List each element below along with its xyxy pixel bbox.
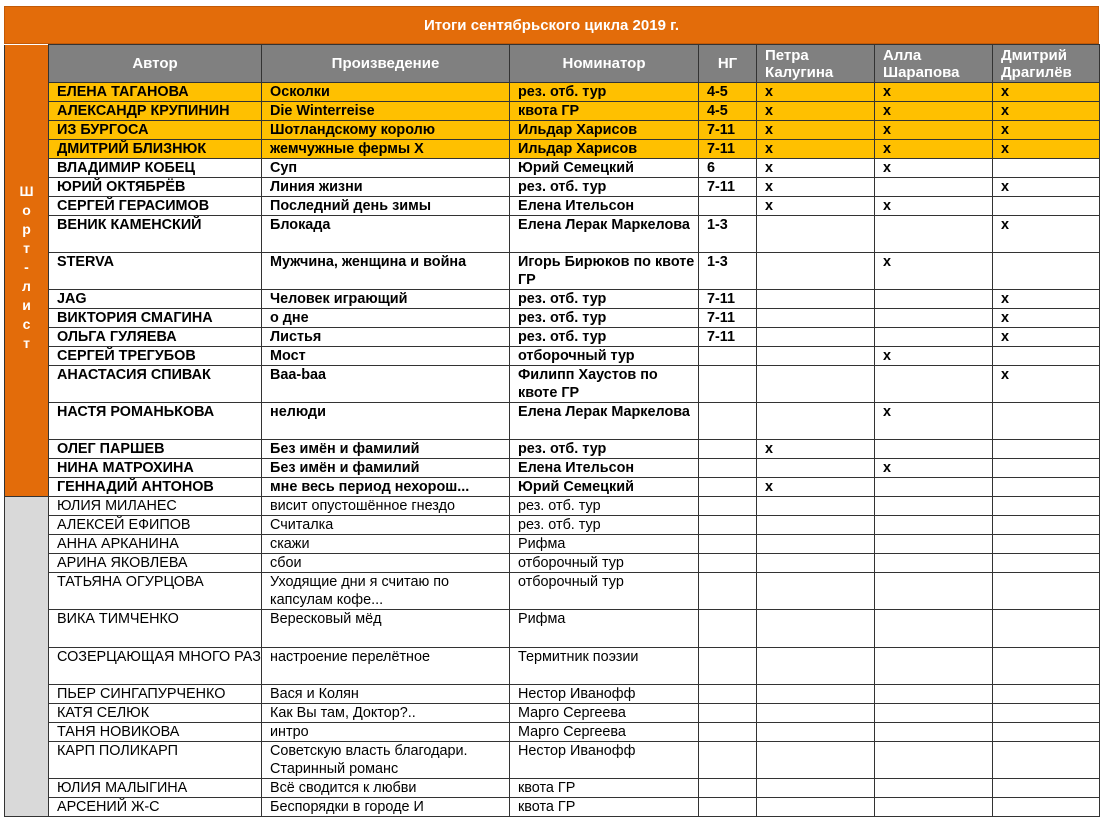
cell-nominator: Елена Ительсон <box>510 197 699 216</box>
cell-judge3 <box>993 535 1100 554</box>
results-sheet <box>4 6 1099 817</box>
side-letter: р <box>22 220 31 237</box>
cell-work: Шотландскому королю <box>262 121 510 140</box>
cell-judge1 <box>757 328 875 347</box>
cell-judge3 <box>993 610 1100 648</box>
cell-ng: 1-3 <box>699 216 757 253</box>
cell-ng <box>699 723 757 742</box>
cell-ng <box>699 779 757 798</box>
col-header-work: Произведение <box>262 45 510 83</box>
cell-author: ВИКА ТИМЧЕНКО <box>49 610 262 648</box>
cell-nominator: Нестор Иванофф <box>510 685 699 704</box>
cell-nominator: рез. отб. тур <box>510 497 699 516</box>
cell-judge1 <box>757 309 875 328</box>
cell-ng <box>699 535 757 554</box>
shortlist-row <box>5 309 1100 328</box>
side-letter: и <box>22 296 31 313</box>
cell-nominator: Елена Лерак Маркелова <box>510 403 699 440</box>
cell-nominator: отборочный тур <box>510 347 699 366</box>
shortlist-row <box>5 459 1100 478</box>
cell-judge2 <box>875 723 993 742</box>
cell-work: Линия жизни <box>262 178 510 197</box>
cell-judge1 <box>757 685 875 704</box>
cell-author: СЕРГЕЙ ГЕРАСИМОВ <box>49 197 262 216</box>
cell-work: о дне <box>262 309 510 328</box>
cell-judge3 <box>993 648 1100 685</box>
cell-judge2 <box>875 366 993 403</box>
cell-judge1: x <box>757 478 875 497</box>
cell-judge2: x <box>875 159 993 178</box>
cell-ng <box>699 554 757 573</box>
cell-work: Советскую власть благодари. Старинный романс <box>262 742 510 779</box>
sheet-title: Итоги сентябрьского цикла 2019 г. <box>4 6 1099 44</box>
other-row <box>5 497 1100 516</box>
cell-ng: 7-11 <box>699 178 757 197</box>
col-header-judge1: Петра Калугина <box>757 45 875 83</box>
other-row <box>5 573 1100 610</box>
cell-judge2 <box>875 742 993 779</box>
cell-judge2 <box>875 478 993 497</box>
other-row <box>5 685 1100 704</box>
cell-work: сбои <box>262 554 510 573</box>
cell-judge2: x <box>875 83 993 102</box>
cell-ng: 7-11 <box>699 309 757 328</box>
cell-judge2: x <box>875 102 993 121</box>
cell-judge1: x <box>757 102 875 121</box>
cell-author: СОЗЕРЦАЮЩАЯ МНОГО РАЗ <box>49 648 262 685</box>
cell-judge2 <box>875 704 993 723</box>
cell-judge3: x <box>993 83 1100 102</box>
shortlist-row <box>5 178 1100 197</box>
cell-work: Блокада <box>262 216 510 253</box>
cell-judge2 <box>875 685 993 704</box>
cell-author: АЛЕКСАНДР КРУПИНИН <box>49 102 262 121</box>
cell-judge3 <box>993 704 1100 723</box>
other-row <box>5 554 1100 573</box>
shortlist-row <box>5 83 1100 102</box>
cell-judge3: x <box>993 102 1100 121</box>
cell-nominator: Ильдар Харисов <box>510 121 699 140</box>
cell-nominator: квота ГР <box>510 779 699 798</box>
cell-nominator: рез. отб. тур <box>510 83 699 102</box>
cell-judge3 <box>993 779 1100 798</box>
cell-ng <box>699 685 757 704</box>
cell-author: АЛЕКСЕЙ ЕФИПОВ <box>49 516 262 535</box>
cell-judge3 <box>993 347 1100 366</box>
cell-judge1 <box>757 253 875 290</box>
cell-judge1 <box>757 704 875 723</box>
cell-author: АРСЕНИЙ Ж-С <box>49 798 262 817</box>
other-row <box>5 535 1100 554</box>
cell-judge2 <box>875 610 993 648</box>
cell-judge3: x <box>993 140 1100 159</box>
cell-author: ЮРИЙ ОКТЯБРЁВ <box>49 178 262 197</box>
cell-nominator: рез. отб. тур <box>510 309 699 328</box>
cell-judge1 <box>757 648 875 685</box>
col-header-author: Автор <box>49 45 262 83</box>
cell-work: Всё сводится к любви <box>262 779 510 798</box>
cell-author: НИНА МАТРОХИНА <box>49 459 262 478</box>
cell-ng: 4-5 <box>699 102 757 121</box>
cell-author: ЮЛИЯ МИЛАНЕС <box>49 497 262 516</box>
cell-author: ДМИТРИЙ БЛИЗНЮК <box>49 140 262 159</box>
cell-ng <box>699 403 757 440</box>
cell-ng <box>699 648 757 685</box>
cell-judge2 <box>875 178 993 197</box>
side-letter: т <box>23 239 30 256</box>
col-header-judge3: Дмитрий Драгилёв <box>993 45 1100 83</box>
side-letter: л <box>22 277 31 294</box>
cell-nominator: рез. отб. тур <box>510 290 699 309</box>
other-row <box>5 723 1100 742</box>
cell-author: ВЛАДИМИР КОБЕЦ <box>49 159 262 178</box>
cell-ng <box>699 459 757 478</box>
cell-judge1 <box>757 610 875 648</box>
cell-ng <box>699 197 757 216</box>
cell-work: Без имён и фамилий <box>262 440 510 459</box>
cell-ng <box>699 347 757 366</box>
side-letter: с <box>22 315 31 332</box>
shortlist-row <box>5 403 1100 440</box>
cell-judge1: x <box>757 197 875 216</box>
cell-judge3 <box>993 253 1100 290</box>
cell-judge3 <box>993 459 1100 478</box>
cell-judge1 <box>757 459 875 478</box>
cell-author: ОЛЬГА ГУЛЯЕВА <box>49 328 262 347</box>
cell-judge1 <box>757 347 875 366</box>
cell-ng <box>699 366 757 403</box>
cell-nominator: рез. отб. тур <box>510 516 699 535</box>
cell-author: АРИНА ЯКОВЛЕВА <box>49 554 262 573</box>
cell-author: АНАСТАСИЯ СПИВАК <box>49 366 262 403</box>
cell-work: Осколки <box>262 83 510 102</box>
cell-work: Последний день зимы <box>262 197 510 216</box>
cell-work: Die Winterreise <box>262 102 510 121</box>
cell-judge2: x <box>875 403 993 440</box>
cell-judge1: x <box>757 140 875 159</box>
cell-judge3 <box>993 554 1100 573</box>
cell-judge3 <box>993 440 1100 459</box>
cell-ng <box>699 610 757 648</box>
cell-nominator: Термитник поэзии <box>510 648 699 685</box>
shortlist-row <box>5 290 1100 309</box>
other-row <box>5 648 1100 685</box>
side-letter: т <box>23 334 30 351</box>
cell-judge2 <box>875 440 993 459</box>
cell-judge1 <box>757 742 875 779</box>
side-letter: - <box>24 258 29 275</box>
cell-nominator: рез. отб. тур <box>510 328 699 347</box>
cell-nominator: Елена Лерак Маркелова <box>510 216 699 253</box>
cell-author: ОЛЕГ ПАРШЕВ <box>49 440 262 459</box>
cell-judge3 <box>993 478 1100 497</box>
other-row <box>5 704 1100 723</box>
others-side-block <box>5 497 49 817</box>
shortlist-row <box>5 478 1100 497</box>
cell-judge1: x <box>757 83 875 102</box>
cell-nominator: квота ГР <box>510 102 699 121</box>
cell-ng: 4-5 <box>699 83 757 102</box>
cell-judge1 <box>757 516 875 535</box>
cell-nominator: отборочный тур <box>510 573 699 610</box>
cell-nominator: Игорь Бирюков по квоте ГР <box>510 253 699 290</box>
cell-ng <box>699 742 757 779</box>
cell-ng <box>699 798 757 817</box>
cell-author: ПЬЕР СИНГАПУРЧЕНКО <box>49 685 262 704</box>
cell-judge2 <box>875 535 993 554</box>
cell-ng: 7-11 <box>699 121 757 140</box>
cell-judge2 <box>875 516 993 535</box>
cell-work: Без имён и фамилий <box>262 459 510 478</box>
cell-work: Считалка <box>262 516 510 535</box>
cell-work: скажи <box>262 535 510 554</box>
other-row <box>5 610 1100 648</box>
cell-work: Мужчина, женщина и война <box>262 253 510 290</box>
cell-judge1 <box>757 403 875 440</box>
cell-judge3 <box>993 723 1100 742</box>
cell-judge2: x <box>875 140 993 159</box>
cell-judge3 <box>993 742 1100 779</box>
cell-nominator: Филипп Хаустов по квоте ГР <box>510 366 699 403</box>
cell-judge3 <box>993 798 1100 817</box>
col-header-ng: НГ <box>699 45 757 83</box>
cell-judge2 <box>875 497 993 516</box>
cell-ng: 1-3 <box>699 253 757 290</box>
shortlist-side-label <box>5 45 49 497</box>
cell-nominator: Елена Ительсон <box>510 459 699 478</box>
cell-judge3: x <box>993 309 1100 328</box>
cell-nominator: Нестор Иванофф <box>510 742 699 779</box>
cell-ng <box>699 440 757 459</box>
cell-judge3: x <box>993 216 1100 253</box>
other-row <box>5 798 1100 817</box>
cell-work: нелюди <box>262 403 510 440</box>
cell-author: КАТЯ СЕЛЮК <box>49 704 262 723</box>
cell-judge2: x <box>875 197 993 216</box>
cell-judge1: x <box>757 159 875 178</box>
cell-ng: 7-11 <box>699 328 757 347</box>
cell-work: жемчужные фермы Х <box>262 140 510 159</box>
cell-judge1 <box>757 554 875 573</box>
cell-author: ТАНЯ НОВИКОВА <box>49 723 262 742</box>
cell-author: ВИКТОРИЯ СМАГИНА <box>49 309 262 328</box>
cell-author: ТАТЬЯНА ОГУРЦОВА <box>49 573 262 610</box>
cell-author: АННА АРКАНИНА <box>49 535 262 554</box>
cell-judge1: x <box>757 121 875 140</box>
shortlist-row <box>5 197 1100 216</box>
cell-work: настроение перелётное <box>262 648 510 685</box>
cell-judge2: x <box>875 459 993 478</box>
cell-judge1 <box>757 535 875 554</box>
cell-judge3: x <box>993 366 1100 403</box>
cell-nominator: Юрий Семецкий <box>510 159 699 178</box>
shortlist-row <box>5 140 1100 159</box>
cell-judge1 <box>757 573 875 610</box>
cell-work: Вася и Колян <box>262 685 510 704</box>
cell-nominator: Ильдар Харисов <box>510 140 699 159</box>
shortlist-row <box>5 366 1100 403</box>
cell-work: интро <box>262 723 510 742</box>
cell-nominator: Юрий Семецкий <box>510 478 699 497</box>
cell-judge1: x <box>757 440 875 459</box>
cell-judge2 <box>875 554 993 573</box>
cell-judge2 <box>875 216 993 253</box>
cell-author: ИЗ БУРГОСА <box>49 121 262 140</box>
cell-judge3 <box>993 159 1100 178</box>
cell-nominator: отборочный тур <box>510 554 699 573</box>
cell-judge3 <box>993 197 1100 216</box>
cell-nominator: квота ГР <box>510 798 699 817</box>
col-header-nominator: Номинатор <box>510 45 699 83</box>
side-letter: о <box>22 201 31 218</box>
cell-ng <box>699 704 757 723</box>
cell-work: Уходящие дни я считаю по капсулам кофе... <box>262 573 510 610</box>
shortlist-row <box>5 328 1100 347</box>
cell-judge2 <box>875 328 993 347</box>
cell-author: ЮЛИЯ МАЛЫГИНА <box>49 779 262 798</box>
cell-work: Вересковый мёд <box>262 610 510 648</box>
cell-judge1 <box>757 216 875 253</box>
cell-judge3 <box>993 573 1100 610</box>
cell-ng: 7-11 <box>699 290 757 309</box>
cell-author: КАРП ПОЛИКАРП <box>49 742 262 779</box>
cell-judge3: x <box>993 290 1100 309</box>
cell-work: Листья <box>262 328 510 347</box>
cell-work: Baa-baa <box>262 366 510 403</box>
cell-ng <box>699 497 757 516</box>
cell-judge2 <box>875 573 993 610</box>
col-header-judge2: Алла Шарапова <box>875 45 993 83</box>
cell-work: Мост <box>262 347 510 366</box>
cell-ng <box>699 516 757 535</box>
cell-nominator: Марго Сергеева <box>510 723 699 742</box>
cell-author: JAG <box>49 290 262 309</box>
shortlist-row <box>5 102 1100 121</box>
cell-author: ЕЛЕНА ТАГАНОВА <box>49 83 262 102</box>
cell-judge2 <box>875 779 993 798</box>
cell-work: Суп <box>262 159 510 178</box>
cell-judge1 <box>757 366 875 403</box>
cell-work: Как Вы там, Доктор?.. <box>262 704 510 723</box>
cell-judge1 <box>757 497 875 516</box>
cell-judge3 <box>993 403 1100 440</box>
shortlist-row <box>5 253 1100 290</box>
other-row <box>5 779 1100 798</box>
cell-work: висит опустошённое гнездо <box>262 497 510 516</box>
cell-judge2: x <box>875 253 993 290</box>
side-letter: Ш <box>19 182 34 199</box>
results-table <box>4 44 1100 817</box>
cell-work: мне весь период нехорош... <box>262 478 510 497</box>
cell-judge1 <box>757 779 875 798</box>
cell-author: STERVA <box>49 253 262 290</box>
shortlist-row <box>5 216 1100 253</box>
other-row <box>5 516 1100 535</box>
cell-ng <box>699 573 757 610</box>
cell-judge1 <box>757 290 875 309</box>
cell-judge2: x <box>875 347 993 366</box>
cell-judge3: x <box>993 121 1100 140</box>
cell-judge3 <box>993 497 1100 516</box>
cell-ng: 6 <box>699 159 757 178</box>
cell-judge3 <box>993 516 1100 535</box>
cell-judge2: x <box>875 121 993 140</box>
cell-nominator: рез. отб. тур <box>510 178 699 197</box>
cell-author: СЕРГЕЙ ТРЕГУБОВ <box>49 347 262 366</box>
cell-nominator: рез. отб. тур <box>510 440 699 459</box>
cell-ng <box>699 478 757 497</box>
cell-judge1: x <box>757 178 875 197</box>
cell-ng: 7-11 <box>699 140 757 159</box>
cell-judge3: x <box>993 178 1100 197</box>
cell-judge2 <box>875 798 993 817</box>
shortlist-row <box>5 121 1100 140</box>
cell-nominator: Марго Сергеева <box>510 704 699 723</box>
header-row <box>5 45 1100 83</box>
cell-author: ГЕННАДИЙ АНТОНОВ <box>49 478 262 497</box>
shortlist-row <box>5 159 1100 178</box>
cell-work: Человек играющий <box>262 290 510 309</box>
cell-author: ВЕНИК КАМЕНСКИЙ <box>49 216 262 253</box>
cell-judge2 <box>875 290 993 309</box>
cell-nominator: Рифма <box>510 535 699 554</box>
shortlist-row <box>5 347 1100 366</box>
shortlist-side-text <box>5 182 48 353</box>
cell-judge1 <box>757 798 875 817</box>
shortlist-row <box>5 440 1100 459</box>
cell-nominator: Рифма <box>510 610 699 648</box>
cell-judge1 <box>757 723 875 742</box>
other-row <box>5 742 1100 779</box>
cell-judge3 <box>993 685 1100 704</box>
cell-judge2 <box>875 309 993 328</box>
cell-judge2 <box>875 648 993 685</box>
cell-judge3: x <box>993 328 1100 347</box>
cell-author: НАСТЯ РОМАНЬКОВА <box>49 403 262 440</box>
cell-work: Беспорядки в городе И <box>262 798 510 817</box>
